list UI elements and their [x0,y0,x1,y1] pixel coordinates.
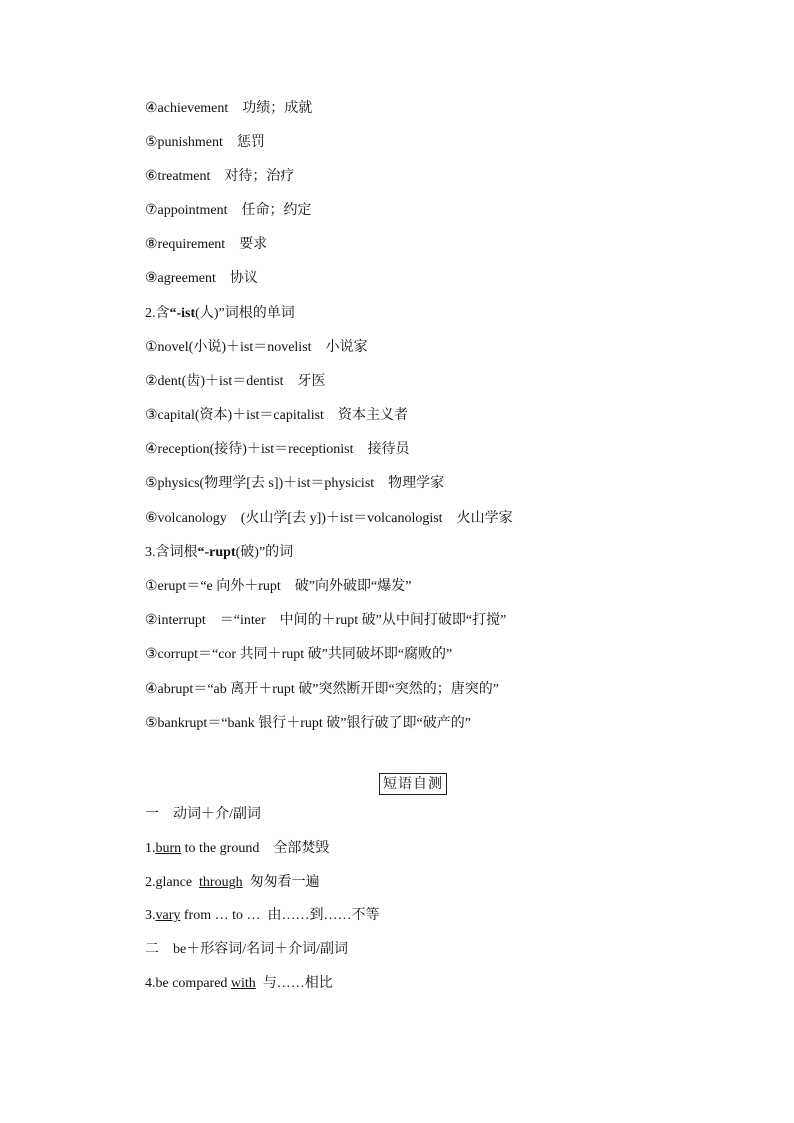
word-agreement: ⑨agreement 协议 [145,271,258,286]
word-abrupt: ④abrupt＝“ab 离开＋rupt 破”突然断开即“突然的；唐突的” [145,682,499,697]
word-dentist: ②dent(齿)＋ist＝dentist 牙医 [145,374,326,389]
word-achievement: ④achievement 功绩；成就 [145,101,313,116]
heading-rupt: 3.含词根“-rupt(破)”的词 [145,545,294,560]
phrase-item: 2.glance through 匆匆看一遍 [145,875,320,890]
phrase-heading-2: 二 be＋形容词/名词＋介词/副词 [145,942,348,957]
heading-ist: 2.含“-ist(人)”词根的单词 [145,306,295,321]
word-volcanologist: ⑥volcanology (火山学[去 y])＋ist＝volcanologist 火山学家 [145,511,513,526]
phrase-item: 4.be compared with 与……相比 [145,976,333,991]
phrase-item: 3.vary from … to … 由……到……不等 [145,908,380,923]
word-capitalist: ③capital(资本)＋ist＝capitalist 资本主义者 [145,408,408,423]
phrase-item: 1.burn to the ground 全部焚毁 [145,841,330,856]
blank-answer: with [230,976,256,991]
word-erupt: ①erupt＝“e 向外＋rupt 破”向外破即“爆发” [145,579,412,594]
blank-answer: through [199,875,243,890]
blank-answer: vary [155,908,181,923]
word-receptionist: ④reception(接待)＋ist＝receptionist 接待员 [145,442,410,457]
word-punishment: ⑤punishment 惩罚 [145,135,265,150]
blank-answer: burn [155,841,182,856]
word-appointment: ⑦appointment 任命；约定 [145,203,312,218]
word-corrupt: ③corrupt＝“cor 共同＋rupt 破”共同破坏即“腐败的” [145,647,453,662]
section-title-box: 短语自测 [379,773,447,795]
phrase-heading-1: 一 动词＋介/副词 [145,807,261,822]
word-interrupt: ②interrupt ＝“inter 中间的＋rupt 破”从中间打破即“打搅” [145,613,507,628]
word-physicist: ⑤physics(物理学[去 s])＋ist＝physicist 物理学家 [145,476,445,491]
word-requirement: ⑧requirement 要求 [145,237,268,252]
word-novelist: ①novel(小说)＋ist＝novelist 小说家 [145,340,368,355]
word-treatment: ⑥treatment 对待；治疗 [145,169,295,184]
word-bankrupt: ⑤bankrupt＝“bank 银行＋rupt 破”银行破了即“破产的” [145,716,471,731]
